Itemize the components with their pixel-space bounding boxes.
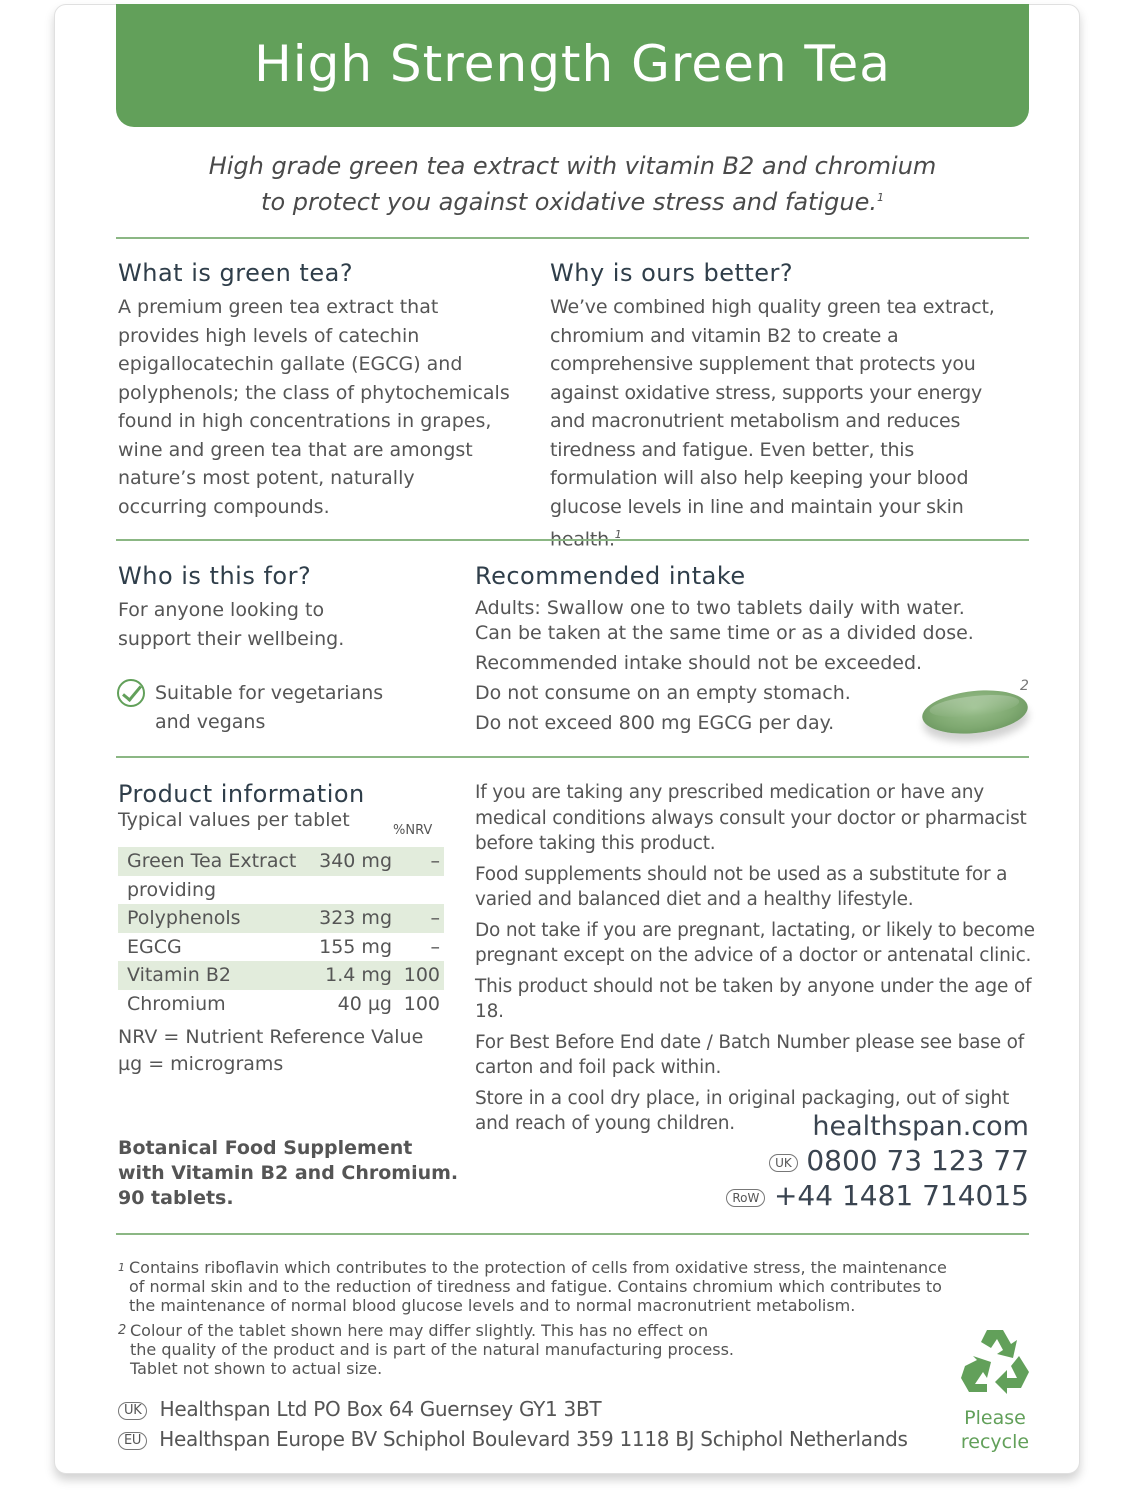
nutrient-nrv: – [392, 847, 444, 876]
text-line: found in high concentrations in grapes, [118, 410, 492, 432]
text-line: We’ve combined high quality green tea extract, [550, 296, 995, 318]
text-line: and macronutrient metabolism and reduces [550, 410, 961, 432]
footnote-mark: 2 [118, 1323, 127, 1338]
what-section [118, 259, 538, 521]
text-line: Do not consume on an empty stomach. [475, 682, 851, 704]
tagline-line-2: to protect you against oxidative stress and fatigue.$^1$ [261, 188, 884, 216]
product-heading: Product information [118, 780, 365, 808]
text-line: epigallocatechin gallate (EGCG) and [118, 353, 463, 375]
text-line: occurring compounds. [118, 495, 330, 518]
text-line: Contains riboflavin which contributes to the protection of cells from oxidative stress, the maintenance [129, 1258, 947, 1277]
divider [116, 1233, 1029, 1235]
intake-heading: Recommended intake [475, 562, 746, 590]
recycle-icon [957, 1326, 1035, 1398]
nutrient-amount: 323 mg [313, 904, 392, 933]
nrv-header: %NRV [393, 823, 433, 838]
nutrition-table [118, 847, 444, 1018]
who-text [118, 596, 458, 653]
uk-badge: UK [769, 1154, 798, 1172]
why-text [550, 293, 1040, 554]
nutrient-name: EGCG [127, 935, 182, 958]
nutrient-nrv: – [430, 935, 440, 958]
uk-address: UK Healthspan Ltd PO Box 64 Guernsey GY1 3BT [118, 1394, 918, 1424]
text-line: Adults: Swallow one to two tablets daily with water. [475, 597, 965, 619]
text-line: Suitable for vegetarians [155, 682, 384, 704]
nutrient-nrv: 100 [403, 992, 440, 1015]
text-line: against oxidative stress, supports your energy [550, 381, 982, 404]
text-line: provides high levels of catechin [118, 324, 420, 347]
tagline [116, 150, 1029, 218]
nutrient-nrv: 100 [392, 961, 444, 990]
table-row [118, 847, 444, 876]
who-section [118, 562, 458, 653]
text-line: chromium and vitamin B2 to create a [550, 324, 899, 347]
website-link[interactable]: healthspan.com [812, 1111, 1029, 1142]
table-row [118, 961, 444, 990]
row-phone[interactable]: +44 1481 714015 [773, 1179, 1029, 1212]
text-line: For anyone looking to [118, 599, 325, 621]
text-line: the quality of the product and is part of the natural manufacturing process. [130, 1340, 735, 1359]
divider [116, 756, 1029, 758]
vegetarian-check-icon [117, 679, 145, 707]
nutrient-name: Chromium [127, 992, 226, 1015]
what-heading: What is green tea? [118, 259, 354, 287]
contact-block [640, 1110, 1029, 1214]
text-line: of normal skin and to the reduction of tiredness and fatigue. Contains chromium which contributes to [129, 1277, 942, 1296]
uk-phone[interactable]: 0800 73 123 77 [806, 1144, 1029, 1177]
table-row [118, 990, 444, 1019]
nrv-notes [118, 1024, 423, 1078]
tablet-count: 90 tablets. [118, 1187, 234, 1209]
footnote-2 [118, 1321, 918, 1378]
nutrient-amount: 40 µg [337, 992, 392, 1015]
tagline-line-1: High grade green tea extract with vitamin B2 and chromium [208, 152, 937, 180]
warnings [475, 780, 1035, 1137]
text-line: Botanical Food Supplement [118, 1137, 413, 1159]
why-heading: Why is ours better? [550, 259, 794, 287]
product-description [118, 1136, 458, 1211]
addresses [118, 1394, 918, 1454]
nutrient-name: providing [127, 878, 217, 901]
text-line: Colour of the tablet shown here may differ slightly. This has no effect on [130, 1321, 709, 1340]
vegetarian-note [155, 679, 455, 736]
nutrient-amount [313, 876, 392, 905]
eu-badge: EU [118, 1432, 147, 1450]
footnote-ref: 1 [876, 191, 884, 204]
row-phone-row [640, 1179, 1029, 1214]
warning-block: Food supplements should not be used as a substitute for a varied and balanced diet and a healthy lifestyle. [475, 863, 1008, 910]
text-line: Recommended intake should not be exceeded. [475, 652, 923, 674]
nutrient-nrv [392, 876, 444, 905]
text-line: Do not exceed 800 mg EGCG per day. [475, 712, 835, 734]
row-badge: RoW [726, 1189, 765, 1207]
divider [116, 539, 1029, 541]
text-line: A premium green tea extract that [118, 296, 439, 318]
text-line: with Vitamin B2 and Chromium. [118, 1162, 459, 1184]
tablet-footnote-ref: 2 [1020, 678, 1029, 694]
uk-phone-row [640, 1144, 1029, 1179]
table-row [118, 876, 444, 905]
uk-badge: UK [118, 1402, 147, 1420]
text-line: tiredness and fatigue. Even better, this [550, 438, 915, 461]
nutrient-amount: 155 mg [319, 935, 392, 958]
warning-block: Store in a cool dry place, in original packaging, out of sight and reach of young children. [475, 1087, 1010, 1134]
table-row [118, 933, 444, 962]
text-line: wine and green tea that are amongst [118, 438, 473, 461]
footnote-1 [118, 1258, 1018, 1315]
text-line: Tablet not shown to actual size. [130, 1359, 383, 1378]
footnote-ref: 1 [614, 528, 622, 541]
nutrient-amount: 1.4 mg [313, 961, 392, 990]
text-line: support their wellbeing. [118, 627, 345, 650]
nutrient-amount: 340 mg [313, 847, 392, 876]
warning-block: For Best Before End date / Batch Number please see base of carton and foil pack within. [475, 1031, 1025, 1078]
product-subheading: Typical values per tablet [118, 809, 350, 831]
unit-note: µg = micrograms [118, 1053, 284, 1075]
nutrient-nrv: – [392, 904, 444, 933]
product-title: High Strength Green Tea [254, 34, 891, 93]
warning-block: Do not take if you are pregnant, lactating, or likely to become pregnant except on the advice of a doctor or antenatal clinic. [475, 919, 1035, 966]
text-line: the maintenance of normal blood glucose levels and to normal macronutrient metabolism. [129, 1296, 856, 1315]
who-heading: Who is this for? [118, 562, 312, 590]
table-row [118, 904, 444, 933]
title-banner [116, 4, 1029, 127]
warning-block: If you are taking any prescribed medication or have any medical conditions always consult your doctor or pharmacist before taking this product. [475, 782, 1027, 854]
text-line: polyphenols; the class of phytochemicals [118, 381, 510, 404]
eu-address: EU Healthspan Europe BV Schiphol Boulevard 359 1118 BJ Schiphol Netherlands [118, 1424, 918, 1454]
text-line: nature’s most potent, naturally [118, 467, 415, 489]
divider [116, 237, 1029, 239]
what-text [118, 293, 538, 521]
why-section [550, 259, 1040, 554]
nutrient-name: Vitamin B2 [118, 961, 313, 990]
nutrient-name: Green Tea Extract [118, 847, 313, 876]
text-line: and vegans [155, 710, 266, 733]
text-line: Can be taken at the same time or as a divided dose. [475, 622, 974, 644]
nrv-note: NRV = Nutrient Reference Value [118, 1026, 424, 1048]
footnote-mark: 1 [118, 1261, 125, 1274]
warning-block: This product should not be taken by anyone under the age of 18. [475, 975, 1032, 1022]
recycle-label: Please recycle [960, 1407, 1030, 1453]
package-panel [54, 4, 1080, 1474]
text-line: glucose levels in line and maintain your skin health.$^1$ [550, 495, 964, 551]
nutrient-name: Polyphenols [118, 904, 313, 933]
text-line: formulation will also help keeping your blood [550, 467, 969, 489]
text-line: comprehensive supplement that protects you [550, 353, 976, 375]
